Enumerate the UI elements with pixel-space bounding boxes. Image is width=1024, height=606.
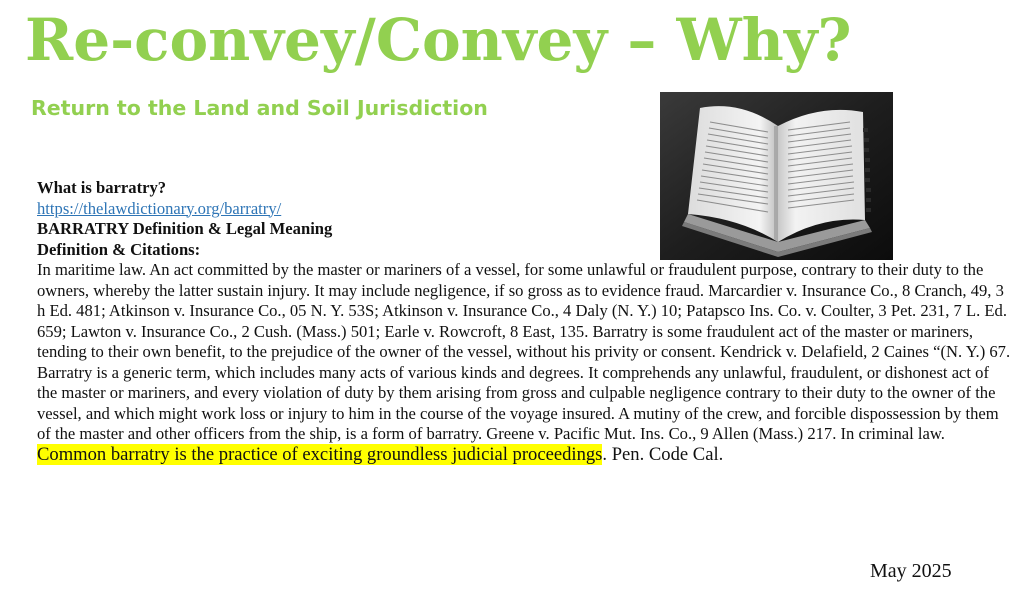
highlighted-text: Common barratry is the practice of exciting groundless judicial proceedings (37, 443, 603, 465)
paragraph-tail: . Pen. Code Cal. (602, 443, 724, 465)
date-label: May 2025 (870, 560, 952, 582)
document-body (37, 178, 1012, 465)
question-heading: What is barratry? (37, 178, 167, 197)
source-link[interactable]: https://thelawdictionary.org/barratry/ (37, 198, 282, 218)
definition-heading: BARRATRY Definition & Legal Meaning (37, 219, 333, 238)
source-link-row (37, 199, 1012, 220)
citations-heading: Definition & Citations: (37, 239, 201, 259)
page-subtitle: Return to the Land and Soil Jurisdiction (31, 96, 488, 120)
page-title: Re-convey/Convey – Why? (25, 6, 852, 74)
definition-text: In maritime law. An act committed by the master or mariners of a vessel, for some unlawful or fraudulent purpose, contrary to their duty to the owners, whereby the latter sustain injury. It may include negligence, if so gross as to evidence fraud. Marcardier v. Insurance Co., 8 Cranch, 49, 3 h Ed. 481; Atkinson v. Insurance Co., 05 N. Y. 53S; Atkinson v. Insurance Co., 4 Daly (N. Y.) 10; Patapsco Ins. Co. v. Coulter, 3 Pet. 231, 7 L. Ed. 659; Lawton v. Insurance Co., 2 Cush. (Mass.) 501; Earle v. Rowcroft, 8 East, 135. Barratry is some fraudulent act of the master or mariners, tending to their own benefit, to the prejudice of the owner of the vessel, without his privity or consent. Kendrick v. Delafield, 2 Caines “(N. Y.) 67. Barratry is a generic term, which includes many acts of various kinds and degrees. It comprehends any unlawful, fraudulent, or dishonest act of the master or mariners, and every violation of duty by them arising from gross and culpable negligence contrary to their duty to the owner of the vessel, and which might work loss or injury to him in the course of the voyage insured. A mutiny of the crew, and forcible dispossession by them of the master and other officers from the ship, is a form of barratry. Greene v. Pacific Mut. Ins. Co., 9 Allen (Mass.) 217. In criminal law. (37, 260, 1011, 443)
definition-paragraph (37, 260, 1012, 465)
